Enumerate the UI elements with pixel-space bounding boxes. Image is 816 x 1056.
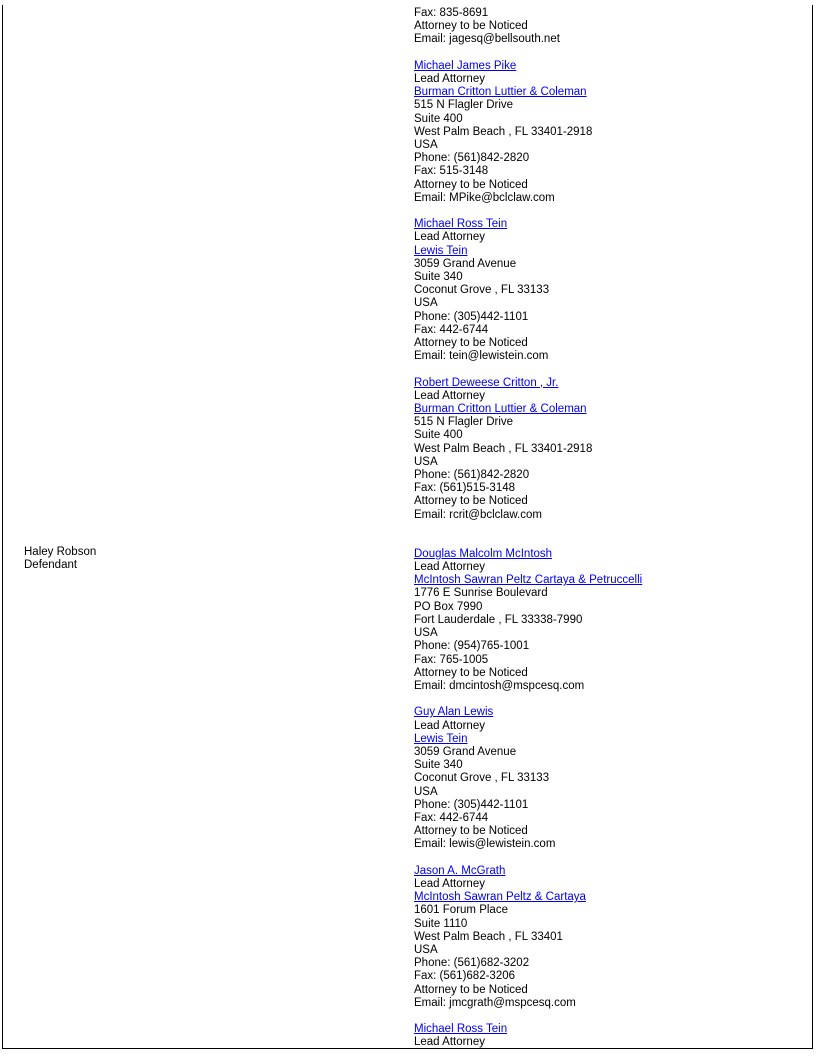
attorney-entry <box>414 548 809 693</box>
attorney-country: USA <box>414 455 438 468</box>
attorney-address-line: Suite 1110 <box>414 917 468 930</box>
attorney-address-line: 1601 Forum Place <box>414 904 508 917</box>
attorney-country: USA <box>414 943 438 956</box>
attorney-entry <box>414 706 809 851</box>
attorney-address-line: Fort Lauderdale , FL 33338-7990 <box>414 613 583 626</box>
attorney-entry <box>414 218 809 363</box>
attorney-role: Lead Attorney <box>414 1036 485 1049</box>
attorney-phone: Phone: (954)765-1001 <box>414 640 530 653</box>
attorney-firm-link[interactable]: McIntosh Sawran Peltz Cartaya & Petruccelli <box>414 574 643 587</box>
attorney-address-line: Coconut Grove , FL 33133 <box>414 772 550 785</box>
attorney-address-line: West Palm Beach , FL 33401-2918 <box>414 442 593 455</box>
attorney-firm-link[interactable]: Burman Critton Luttier & Coleman <box>414 403 587 416</box>
attorney-name-link[interactable]: Douglas Malcolm McIntosh <box>414 547 553 560</box>
attorney-entry <box>414 60 809 205</box>
attorney-address-line: Suite 340 <box>414 271 463 284</box>
attorney-email: Email: tein@lewistein.com <box>414 350 549 363</box>
attorney-fax: Fax: 515-3148 <box>414 165 489 178</box>
party-haley-robson <box>24 546 96 572</box>
attorney-notice: Attorney to be Noticed <box>414 666 528 679</box>
attorney-fax: Fax: 835-8691 <box>414 7 489 19</box>
attorney-country: USA <box>414 139 438 152</box>
attorney-address-line: PO Box 7990 <box>414 600 483 613</box>
attorney-email: Email: lewis@lewistein.com <box>414 838 556 851</box>
attorney-notice: Attorney to be Noticed <box>414 495 528 508</box>
attorney-firm-link[interactable]: Lewis Tein <box>414 732 468 745</box>
attorney-firm-link[interactable]: Burman Critton Luttier & Coleman <box>414 86 587 99</box>
attorney-phone: Phone: (561)682-3202 <box>414 957 530 970</box>
attorney-email: Email: jagesq@bellsouth.net <box>414 33 560 46</box>
attorney-notice: Attorney to be Noticed <box>414 825 528 838</box>
attorney-firm-link[interactable]: Lewis Tein <box>414 244 468 257</box>
attorney-name-link[interactable]: Michael Ross Tein <box>414 1023 508 1036</box>
attorney-name-link[interactable]: Robert Deweese Critton , Jr. <box>414 376 559 389</box>
attorney-fax: Fax: 442-6744 <box>414 323 489 336</box>
attorney-notice: Attorney to be Noticed <box>414 178 528 191</box>
attorney-role: Lead Attorney <box>414 389 485 402</box>
attorney-name-link[interactable]: Jason A. McGrath <box>414 864 506 877</box>
attorney-fax: Fax: (561)515-3148 <box>414 482 516 495</box>
attorney-address-line: 3059 Grand Avenue <box>414 745 517 758</box>
attorney-country: USA <box>414 785 438 798</box>
attorney-phone: Phone: (561)842-2820 <box>414 152 530 165</box>
attorney-phone: Phone: (305)442-1101 <box>414 798 529 811</box>
attorney-address-line: Coconut Grove , FL 33133 <box>414 284 550 297</box>
attorney-role: Lead Attorney <box>414 231 485 244</box>
attorney-name-link[interactable]: Michael James Pike <box>414 59 517 72</box>
attorney-country: USA <box>414 627 438 640</box>
attorney-email: Email: MPike@bclclaw.com <box>414 191 555 204</box>
attorney-firm-link[interactable]: McIntosh Sawran Peltz & Cartaya <box>414 891 586 904</box>
attorney-email: Email: jmcgrath@mspcesq.com <box>414 996 576 1009</box>
attorney-phone: Phone: (305)442-1101 <box>414 310 529 323</box>
attorney-entry <box>414 865 809 1010</box>
attorney-role: Lead Attorney <box>414 719 485 732</box>
attorney-role: Lead Attorney <box>414 561 485 574</box>
attorney-notice: Attorney to be Noticed <box>414 20 528 33</box>
attorney-address-line: 515 N Flagler Drive <box>414 416 514 429</box>
attorney-fax: Fax: (561)682-3206 <box>414 970 516 983</box>
attorney-fax: Fax: 765-1005 <box>414 653 489 666</box>
attorney-country: USA <box>414 297 438 310</box>
attorney-address-line: 515 N Flagler Drive <box>414 99 514 112</box>
attorney-address-line: Suite 400 <box>414 429 463 442</box>
attorney-role: Lead Attorney <box>414 73 485 85</box>
attorney-address-line: 3059 Grand Avenue <box>414 257 517 270</box>
party-name: Haley Robson <box>24 546 97 558</box>
attorney-name-link[interactable]: Guy Alan Lewis <box>414 706 494 719</box>
attorney-role: Lead Attorney <box>414 877 485 890</box>
attorney-email: Email: dmcintosh@mspcesq.com <box>414 679 585 692</box>
attorney-notice: Attorney to be Noticed <box>414 337 528 350</box>
attorney-column <box>414 7 809 1050</box>
attorney-phone: Phone: (561)842-2820 <box>414 469 530 482</box>
attorney-address-line: Suite 340 <box>414 759 463 772</box>
attorney-address-line: West Palm Beach , FL 33401-2918 <box>414 125 593 138</box>
attorney-entry <box>414 377 809 522</box>
attorney-fax: Fax: 442-6744 <box>414 811 489 824</box>
attorney-entry-tail <box>414 7 809 47</box>
attorney-email: Email: rcrit@bclclaw.com <box>414 508 542 521</box>
attorney-address-line: West Palm Beach , FL 33401 <box>414 930 563 943</box>
attorney-entry <box>414 1023 809 1049</box>
attorney-address-line: Suite 400 <box>414 112 463 125</box>
attorney-notice: Attorney to be Noticed <box>414 983 528 996</box>
attorney-address-line: 1776 E Sunrise Boulevard <box>414 587 548 600</box>
attorney-name-link[interactable]: Michael Ross Tein <box>414 218 508 231</box>
party-role: Defendant <box>24 559 78 572</box>
